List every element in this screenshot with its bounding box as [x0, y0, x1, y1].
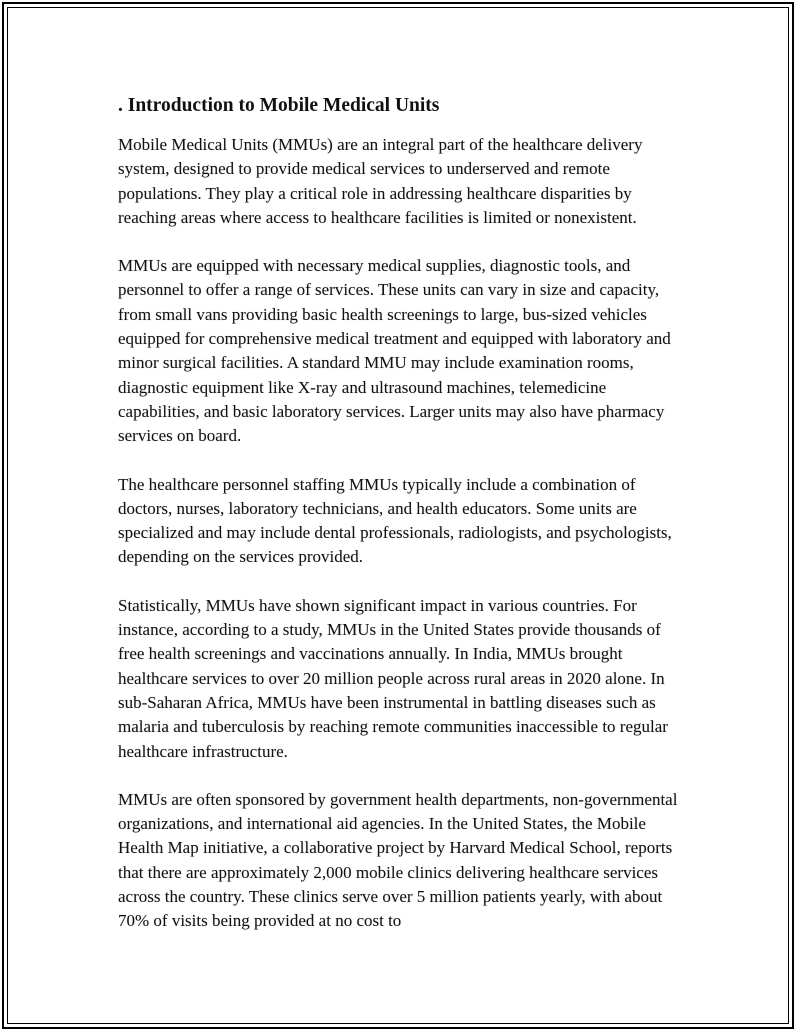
document-body: [118, 94, 690, 958]
paragraph-personnel: The healthcare personnel staffing MMUs typically include a combination of doctors, nurses, laboratory technicians, and health educators. Some units are specialized and may include dental professionals, radiologists, and psychologists, depending on the services provided.: [118, 474, 672, 567]
paragraph-equipment: MMUs are equipped with necessary medical supplies, diagnostic tools, and personnel to offer a range of services. These units can vary in size and capacity, from small vans providing basic health screenings to large, bus-sized vehicles equipped for comprehensive medical treatment and equipped with laboratory and minor surgical facilities. A standard MMU may include examination rooms, diagnostic equipment like X-ray and ultrasound machines, telemedicine capabilities, and basic laboratory services. Larger units may also have pharmacy services on board.: [118, 256, 671, 446]
section-heading: . Introduction to Mobile Medical Units: [118, 95, 440, 116]
paragraph-statistics: Statistically, MMUs have shown significant impact in various countries. For instance, according to a study, MMUs in the United States provide thousands of free health screenings and vaccinations annually. In India, MMUs brought healthcare services to over 20 million people across rural areas in 2020 alone. In sub-Saharan Africa, MMUs have been instrumental in battling diseases such as malaria and tuberculosis by reaching remote communities inaccessible to regular healthcare infrastructure.: [118, 595, 668, 761]
paragraph-sponsorship: MMUs are often sponsored by government health departments, non-governmental organizations, and international aid agencies. In the United States, the Mobile Health Map initiative, a collaborative project by Harvard Medical School, reports that there are approximately 2,000 mobile clinics delivering healthcare services across the country. These clinics serve over 5 million patients yearly, with about 70% of visits being provided at no cost to: [118, 789, 678, 931]
paragraph-intro: Mobile Medical Units (MMUs) are an integral part of the healthcare delivery system, designed to provide medical services to underserved and remote populations. They play a critical role in addressing healthcare disparities by reaching areas where access to healthcare facilities is limited or nonexistent.: [118, 135, 643, 227]
